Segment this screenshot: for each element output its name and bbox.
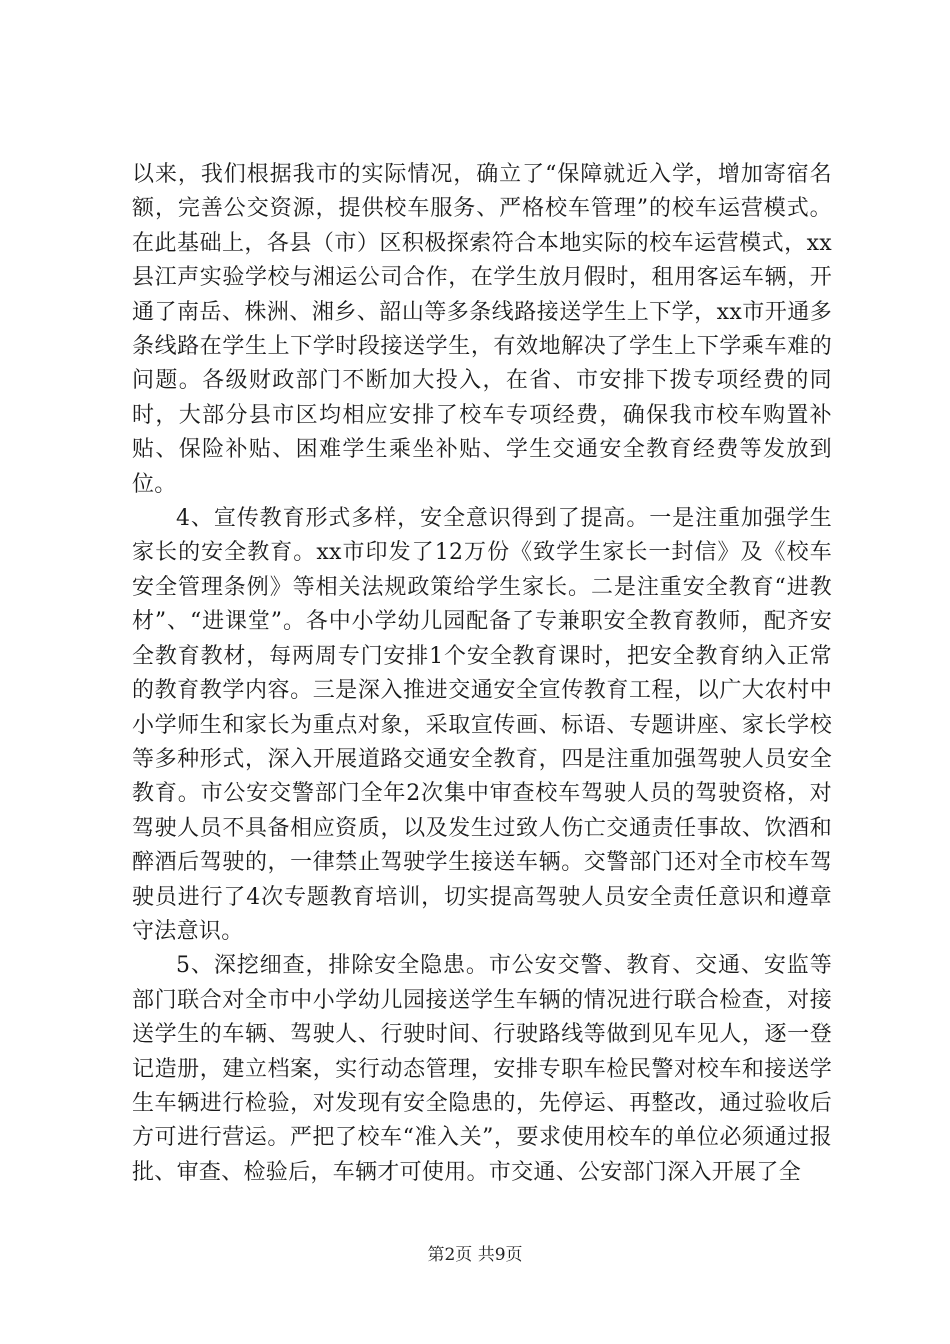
paragraph-item-4: 4、宣传教育形式多样，安全意识得到了提高。一是注重加强学生家长的安全教育。xx市印发了12万份《致学生家长一封信》及《校车安全管理条例》等相关法规政策给学生家长。二是注重安全教育“进教材”、“进课堂”。各中小学幼儿园配备了专兼职安全教育教师，配齐安全教育教材，每两周专门安排1个安全教育课时，把安全教育纳入正常的教育教学内容。三是深入推进交通安全宣传教育工程，以广大农村中小学师生和家长为重点对象，采取宣传画、标语、专题讲座、家长学校等多种形式，深入开展道路交通安全教育，四是注重加强驾驶人员安全教育。市公安交警部门全年2次集中审查校车驾驶人员的驾驶资格，对驾驶人员不具备相应资质，以及发生过致人伤亡交通责任事故、饮酒和醉酒后驾驶的，一律禁止驾驶学生接送车辆。交警部门还对全市校车驾驶员进行了4次专题教育培训，切实提高驾驶人员安全责任意识和遵章守法意识。 — [132, 506, 832, 944]
paragraph-continuation: 以来，我们根据我市的实际情况，确立了“保障就近入学，增加寄宿名额，完善公交资源，提供校车服务、严格校车管理”的校车运营模式。在此基础上，各县（市）区积极探索符合本地实际的校车运营模式，xx县江声实验学校与湘运公司合作，在学生放月假时，租用客运车辆，开通了南岳、株洲、湘乡、韶山等多条线路接送学生上下学，xx市开通多条线路在学生上下学时段接送学生，有效地解决了学生上下学乘车难的问题。各级财政部门不断加大投入，在省、市安排下拨专项经费的同时，大部分县市区均相应安排了校车专项经费，确保我市校车购置补贴、保险补贴、困难学生乘坐补贴、学生交通安全教育经费等发放到位。 — [132, 162, 832, 497]
paragraph-item-5: 5、深挖细查，排除安全隐患。市公安交警、教育、交通、安监等部门联合对全市中小学幼儿园接送学生车辆的情况进行联合检查，对接送学生的车辆、驾驶人、行驶时间、行驶路线等做到见车见人，逐一登记造册，建立档案，实行动态管理，安排专职车检民警对校车和接送学生车辆进行检验，对发现有安全隐患的，先停运、再整改，通过验收后方可进行营运。严把了校车“准入关”，要求使用校车的单位必须通过报批、审查、检验后，车辆才可使用。市交通、公安部门深入开展了全 — [132, 953, 832, 1185]
page-number-footer: 第2页 共9页 — [427, 1245, 523, 1265]
document-body — [132, 158, 832, 1190]
